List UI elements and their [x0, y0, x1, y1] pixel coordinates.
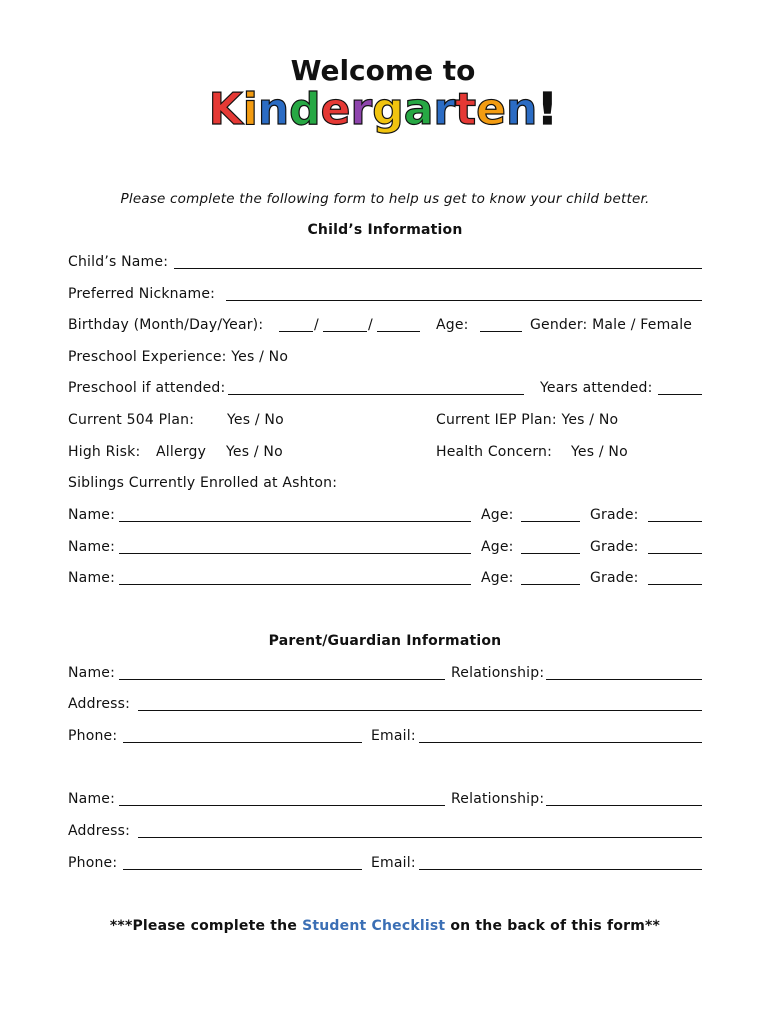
phone-field[interactable] — [123, 869, 362, 870]
logo-letter: r — [350, 84, 373, 135]
relationship-field[interactable] — [546, 805, 702, 806]
phone-label: Phone: — [68, 855, 118, 871]
years-attended-field[interactable] — [658, 394, 702, 395]
birthday-slash-2: / — [368, 317, 373, 333]
sibling-age-field[interactable] — [521, 553, 580, 554]
sibling-name-label: Name: — [68, 539, 116, 555]
intro-text: Please complete the following form to help us get to know your child better. — [120, 191, 650, 207]
parent-name-field[interactable] — [119, 679, 445, 680]
nickname-field[interactable] — [226, 300, 702, 301]
sibling-grade-field[interactable] — [648, 521, 702, 522]
relationship-field[interactable] — [546, 679, 702, 680]
parent-name-label: Name: — [68, 791, 116, 807]
years-attended-label: Years attended: — [540, 380, 653, 396]
logo-letter: r — [433, 84, 456, 135]
sibling-grade-label: Grade: — [590, 570, 639, 586]
email-label: Email: — [371, 855, 416, 871]
birthday-label: Birthday (Month/Day/Year): — [68, 317, 264, 333]
sibling-grade-field[interactable] — [648, 584, 702, 585]
logo-letter: i — [242, 84, 258, 135]
logo-kindergarten-text — [209, 84, 558, 135]
siblings-label: Siblings Currently Enrolled at Ashton: — [68, 475, 338, 491]
plan504-options[interactable]: Yes / No — [227, 412, 284, 428]
logo-letter: t — [455, 84, 477, 135]
logo-letter: e — [476, 84, 506, 135]
preschool-attended-field[interactable] — [228, 394, 524, 395]
email-field[interactable] — [419, 742, 702, 743]
sibling-age-field[interactable] — [521, 521, 580, 522]
birthday-day-field[interactable] — [323, 331, 367, 332]
parent-name-field[interactable] — [119, 805, 445, 806]
high-risk-label: High Risk: — [68, 444, 141, 460]
sibling-name-field[interactable] — [119, 553, 471, 554]
sibling-grade-field[interactable] — [648, 553, 702, 554]
phone-label: Phone: — [68, 728, 118, 744]
sibling-grade-label: Grade: — [590, 539, 639, 555]
childs-name-label: Child’s Name: — [68, 254, 169, 270]
logo-letter: e — [320, 84, 351, 135]
address-field[interactable] — [138, 710, 702, 711]
logo-letter: g — [372, 84, 404, 135]
address-label: Address: — [68, 696, 131, 712]
plan504-label: Current 504 Plan: — [68, 412, 195, 428]
child-section-title: Child’s Information — [307, 222, 463, 238]
logo-letter: ! — [537, 84, 558, 135]
address-label: Address: — [68, 823, 131, 839]
health-concern-options[interactable]: Yes / No — [571, 444, 628, 460]
gender-options[interactable]: Gender: Male / Female — [530, 317, 693, 333]
email-label: Email: — [371, 728, 416, 744]
logo-welcome-text: Welcome to — [290, 54, 476, 87]
preschool-experience[interactable]: Preschool Experience: Yes / No — [68, 349, 289, 365]
preschool-attended-label: Preschool if attended: — [68, 380, 226, 396]
footer-note — [0, 917, 770, 935]
sibling-name-field[interactable] — [119, 584, 471, 585]
iep-plan[interactable]: Current IEP Plan: Yes / No — [436, 412, 619, 428]
email-field[interactable] — [419, 869, 702, 870]
address-field[interactable] — [138, 837, 702, 838]
welcome-logo — [0, 0, 770, 150]
footer-prefix: ***Please complete the — [109, 918, 303, 934]
sibling-age-field[interactable] — [521, 584, 580, 585]
sibling-name-label: Name: — [68, 570, 116, 586]
sibling-grade-label: Grade: — [590, 507, 639, 523]
logo-letter: n — [505, 84, 538, 135]
student-checklist-link[interactable]: Student Checklist — [302, 918, 446, 934]
childs-name-field[interactable] — [174, 268, 702, 269]
logo-letter: d — [289, 84, 321, 135]
sibling-age-label: Age: — [481, 570, 514, 586]
birthday-slash-1: / — [314, 317, 319, 333]
relationship-label: Relationship: — [451, 791, 545, 807]
footer-suffix: on the back of this form** — [445, 918, 661, 934]
sibling-name-field[interactable] — [119, 521, 471, 522]
parent-name-label: Name: — [68, 665, 116, 681]
birthday-month-field[interactable] — [279, 331, 313, 332]
logo-letter: n — [257, 84, 290, 135]
phone-field[interactable] — [123, 742, 362, 743]
nickname-label: Preferred Nickname: — [68, 286, 216, 302]
relationship-label: Relationship: — [451, 665, 545, 681]
sibling-age-label: Age: — [481, 507, 514, 523]
age-field[interactable] — [480, 331, 522, 332]
sibling-name-label: Name: — [68, 507, 116, 523]
allergy-label: Allergy — [156, 444, 207, 460]
logo-letter: K — [208, 84, 243, 135]
sibling-age-label: Age: — [481, 539, 514, 555]
age-label: Age: — [436, 317, 469, 333]
allergy-options[interactable]: Yes / No — [226, 444, 283, 460]
birthday-year-field[interactable] — [377, 331, 420, 332]
health-concern-label: Health Concern: — [436, 444, 553, 460]
logo-letter: a — [403, 84, 434, 135]
parent-section-title: Parent/Guardian Information — [268, 633, 502, 649]
